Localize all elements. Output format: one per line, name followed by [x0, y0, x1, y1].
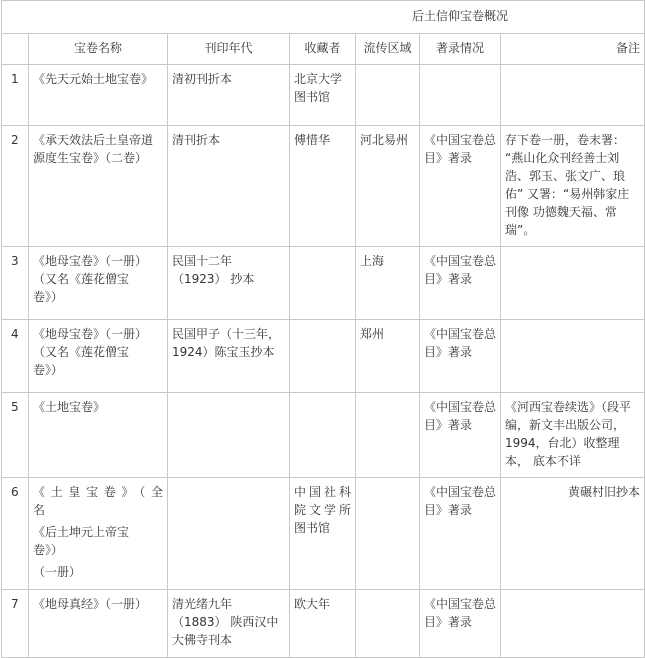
- header-year: 刊印年代: [168, 34, 290, 65]
- cell-region: [356, 590, 420, 658]
- cell-note: [501, 65, 645, 126]
- row-number: 6: [2, 478, 29, 590]
- cell-note: [501, 590, 645, 658]
- header-num: [2, 34, 29, 65]
- cell-record: 《中国宝卷总 目》著录: [420, 590, 501, 658]
- table-row: [2, 393, 645, 478]
- cell-note: [501, 320, 645, 393]
- cell-year: [168, 393, 290, 478]
- row-number: 1: [2, 65, 29, 126]
- cell-collector: 北京大学 图书馆: [290, 65, 356, 126]
- cell-region: 河北易州: [356, 126, 420, 247]
- cell-record: [420, 65, 501, 126]
- cell-name: 《地母宝卷》（一册） （又名《莲花僧宝 卷》）: [29, 247, 168, 320]
- header-note: 备注: [501, 34, 645, 65]
- table-row: [2, 126, 645, 247]
- cell-name: 《土皇宝卷》（全 名 《后土坤元上帝宝 卷》） （一册）: [29, 478, 168, 590]
- cell-name: 《承天效法后土皇帝道 源度生宝卷》（二卷）: [29, 126, 168, 247]
- cell-region: [356, 393, 420, 478]
- cell-record: 《中国宝卷总 目》著录: [420, 247, 501, 320]
- cell-record: 《中国宝卷总 目》著录: [420, 393, 501, 478]
- header-row: [2, 34, 645, 65]
- cell-region: [356, 478, 420, 590]
- row-number: 7: [2, 590, 29, 658]
- table-row: [2, 247, 645, 320]
- cell-year: 民国甲子（十三年， 1924）陈宝玉抄本: [168, 320, 290, 393]
- cell-collector: 傅惜华: [290, 126, 356, 247]
- header-collector: 收藏者: [290, 34, 356, 65]
- cell-record: 《中国宝卷总 目》著录: [420, 126, 501, 247]
- cell-note: 存下卷一册，卷末署： “燕山化众刊经善士刘 浩、郭玉、张文广、琅 佑” 又署：“易州韩家庄 刊像 功德魏天福、常 瑞”。: [501, 126, 645, 247]
- table-row: [2, 590, 645, 658]
- row-number: 3: [2, 247, 29, 320]
- cell-year: 清初刊折本: [168, 65, 290, 126]
- cell-collector: [290, 393, 356, 478]
- cell-note: [501, 247, 645, 320]
- table-row: [2, 478, 645, 590]
- table-title-cell: [2, 1, 645, 34]
- cell-year: 清光绪九年 （1883） 陕西汉中 大佛寺刊本: [168, 590, 290, 658]
- title-row: [2, 1, 645, 34]
- cell-name: 《土地宝卷》: [29, 393, 168, 478]
- table-title: 后土信仰宝卷概况: [412, 9, 509, 23]
- cell-note: 黄碾村旧抄本: [501, 478, 645, 590]
- cell-collector: 欧大年: [290, 590, 356, 658]
- row-number: 2: [2, 126, 29, 247]
- cell-collector: [290, 247, 356, 320]
- header-region: 流传区域: [356, 34, 420, 65]
- cell-name: 《地母宝卷》（一册） （又名《莲花僧宝 卷》）: [29, 320, 168, 393]
- cell-name: 《先天元始土地宝卷》: [29, 65, 168, 126]
- cell-region: [356, 65, 420, 126]
- header-name: 宝卷名称: [29, 34, 168, 65]
- row-number: 5: [2, 393, 29, 478]
- cell-name: 《地母真经》（一册）: [29, 590, 168, 658]
- cell-year: [168, 478, 290, 590]
- row-number: 4: [2, 320, 29, 393]
- baojuan-table: [1, 0, 645, 658]
- cell-note: 《河西宝卷续选》（段平 编，新文丰出版公司， 1994，台北）收整理 本， 底本不详: [501, 393, 645, 478]
- cell-collector: [290, 320, 356, 393]
- cell-year: 民国十二年 （1923） 抄本: [168, 247, 290, 320]
- cell-year: 清刊折本: [168, 126, 290, 247]
- cell-record: 《中国宝卷总 目》著录: [420, 478, 501, 590]
- table-row: [2, 65, 645, 126]
- cell-region: 郑州: [356, 320, 420, 393]
- header-record: 著录情况: [420, 34, 501, 65]
- table-row: [2, 320, 645, 393]
- cell-collector: 中国社科 院文学所 图书馆: [290, 478, 356, 590]
- cell-region: 上海: [356, 247, 420, 320]
- cell-record: 《中国宝卷总 目》著录: [420, 320, 501, 393]
